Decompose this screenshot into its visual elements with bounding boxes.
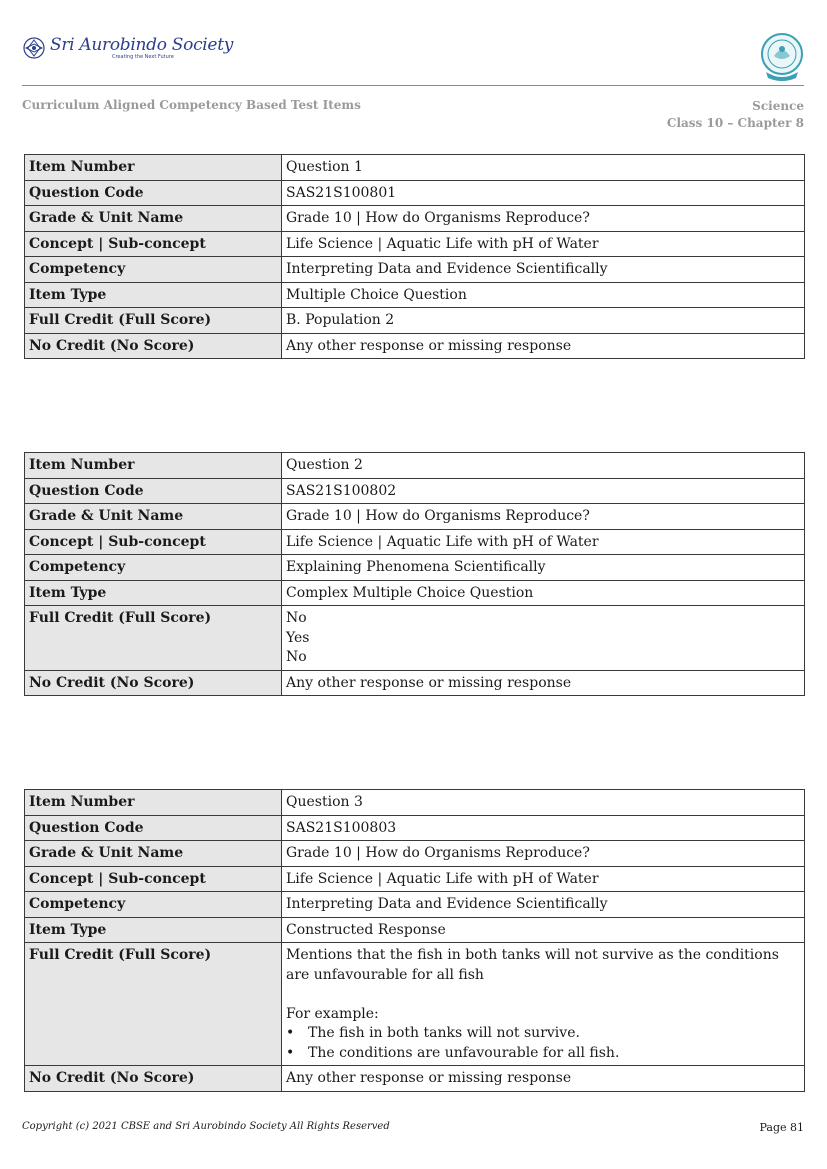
competency-label: Competency [25, 555, 282, 581]
full-credit-label: Full Credit (Full Score) [25, 308, 282, 334]
table-row [25, 155, 805, 181]
concept-label: Concept | Sub-concept [25, 866, 282, 892]
question-code-value: SAS21S100801 [282, 180, 805, 206]
item-table-1 [24, 154, 805, 359]
concept-value: Life Science | Aquatic Life with pH of Water [282, 866, 805, 892]
grade-unit-value: Grade 10 | How do Organisms Reproduce? [282, 504, 805, 530]
page-number: Page 81 [759, 1121, 804, 1134]
cbse-seal-icon [760, 32, 804, 82]
full-credit-label: Full Credit (Full Score) [25, 943, 282, 1066]
grade-unit-label: Grade & Unit Name [25, 841, 282, 867]
no-credit-label: No Credit (No Score) [25, 1066, 282, 1092]
item-number-label: Item Number [25, 155, 282, 181]
full-credit-label: Full Credit (Full Score) [25, 606, 282, 671]
table-row [25, 555, 805, 581]
competency-value: Interpreting Data and Evidence Scientifically [282, 257, 805, 283]
full-credit-line: No [286, 610, 307, 626]
table-row [25, 580, 805, 606]
list-item [286, 1024, 800, 1044]
item-number-value: Question 2 [282, 453, 805, 479]
bullet-icon: • [286, 1044, 295, 1061]
table-row [25, 308, 805, 334]
full-credit-line: No [286, 649, 307, 665]
competency-label: Competency [25, 257, 282, 283]
no-credit-label: No Credit (No Score) [25, 670, 282, 696]
cbse-seal [760, 32, 804, 86]
org-name: Sri Aurobindo Society [50, 34, 234, 55]
item-number-label: Item Number [25, 453, 282, 479]
table-row [25, 892, 805, 918]
item-type-label: Item Type [25, 917, 282, 943]
table-row [25, 231, 805, 257]
table-row [25, 841, 805, 867]
lotus-emblem-icon [22, 36, 46, 60]
table-row [25, 1066, 805, 1092]
competency-value: Explaining Phenomena Scientifically [282, 555, 805, 581]
bullet-icon: • [286, 1025, 295, 1041]
table-row [25, 453, 805, 479]
table-row [25, 943, 805, 1066]
table-row [25, 670, 805, 696]
full-credit-value [282, 606, 805, 671]
item-type-value: Constructed Response [282, 917, 805, 943]
question-code-value: SAS21S100802 [282, 478, 805, 504]
concept-value: Life Science | Aquatic Life with pH of Water [282, 529, 805, 555]
sri-aurobindo-society-logo [22, 36, 233, 60]
item-type-value: Multiple Choice Question [282, 282, 805, 308]
no-credit-value: Any other response or missing response [282, 333, 805, 359]
table-row [25, 866, 805, 892]
no-credit-label: No Credit (No Score) [25, 333, 282, 359]
question-code-label: Question Code [25, 180, 282, 206]
item-type-value: Complex Multiple Choice Question [282, 580, 805, 606]
full-credit-example-label: For example: [286, 1005, 379, 1022]
item-number-label: Item Number [25, 790, 282, 816]
header-divider [22, 85, 804, 86]
concept-label: Concept | Sub-concept [25, 529, 282, 555]
table-row [25, 529, 805, 555]
item-number-value: Question 1 [282, 155, 805, 181]
table-row [25, 504, 805, 530]
item-table-3 [24, 789, 805, 1092]
grade-unit-label: Grade & Unit Name [25, 504, 282, 530]
subject-chapter [667, 98, 804, 132]
table-row [25, 606, 805, 671]
bullet-text: The fish in both tanks will not survive. [308, 1025, 580, 1041]
document-title: Curriculum Aligned Competency Based Test Items [22, 98, 361, 112]
question-code-label: Question Code [25, 815, 282, 841]
question-code-value: SAS21S100803 [282, 815, 805, 841]
grade-unit-value: Grade 10 | How do Organisms Reproduce? [282, 841, 805, 867]
full-credit-value [282, 943, 805, 1066]
table-row [25, 790, 805, 816]
table-row [25, 206, 805, 232]
table-row [25, 478, 805, 504]
full-credit-line: Yes [286, 629, 310, 646]
org-tagline: Creating the Next Future [112, 53, 174, 60]
competency-label: Competency [25, 892, 282, 918]
grade-unit-value: Grade 10 | How do Organisms Reproduce? [282, 206, 805, 232]
concept-value: Life Science | Aquatic Life with pH of Water [282, 231, 805, 257]
subject-label: Science [752, 99, 804, 113]
table-row [25, 917, 805, 943]
item-table-2 [24, 452, 805, 696]
list-item [286, 1044, 800, 1064]
paragraph-gap [286, 985, 800, 1005]
table-row [25, 333, 805, 359]
item-type-label: Item Type [25, 580, 282, 606]
no-credit-value: Any other response or missing response [282, 1066, 805, 1092]
class-chapter-label: Class 10 – Chapter 8 [666, 116, 804, 130]
concept-label: Concept | Sub-concept [25, 231, 282, 257]
full-credit-intro: Mentions that the fish in both tanks will not survive as the conditions are unfavourable for all fish [286, 947, 779, 983]
competency-value: Interpreting Data and Evidence Scientifically [282, 892, 805, 918]
item-type-label: Item Type [25, 282, 282, 308]
copyright-notice: Copyright (c) 2021 CBSE and Sri Aurobindo Society All Rights Reserved [22, 1121, 390, 1132]
grade-unit-label: Grade & Unit Name [25, 206, 282, 232]
bullet-text: The conditions are unfavourable for all fish. [308, 1044, 620, 1061]
table-row [25, 815, 805, 841]
question-code-label: Question Code [25, 478, 282, 504]
table-row [25, 180, 805, 206]
no-credit-value: Any other response or missing response [282, 670, 805, 696]
table-row [25, 257, 805, 283]
item-number-value: Question 3 [282, 790, 805, 816]
table-row [25, 282, 805, 308]
full-credit-value: B. Population 2 [282, 308, 805, 334]
